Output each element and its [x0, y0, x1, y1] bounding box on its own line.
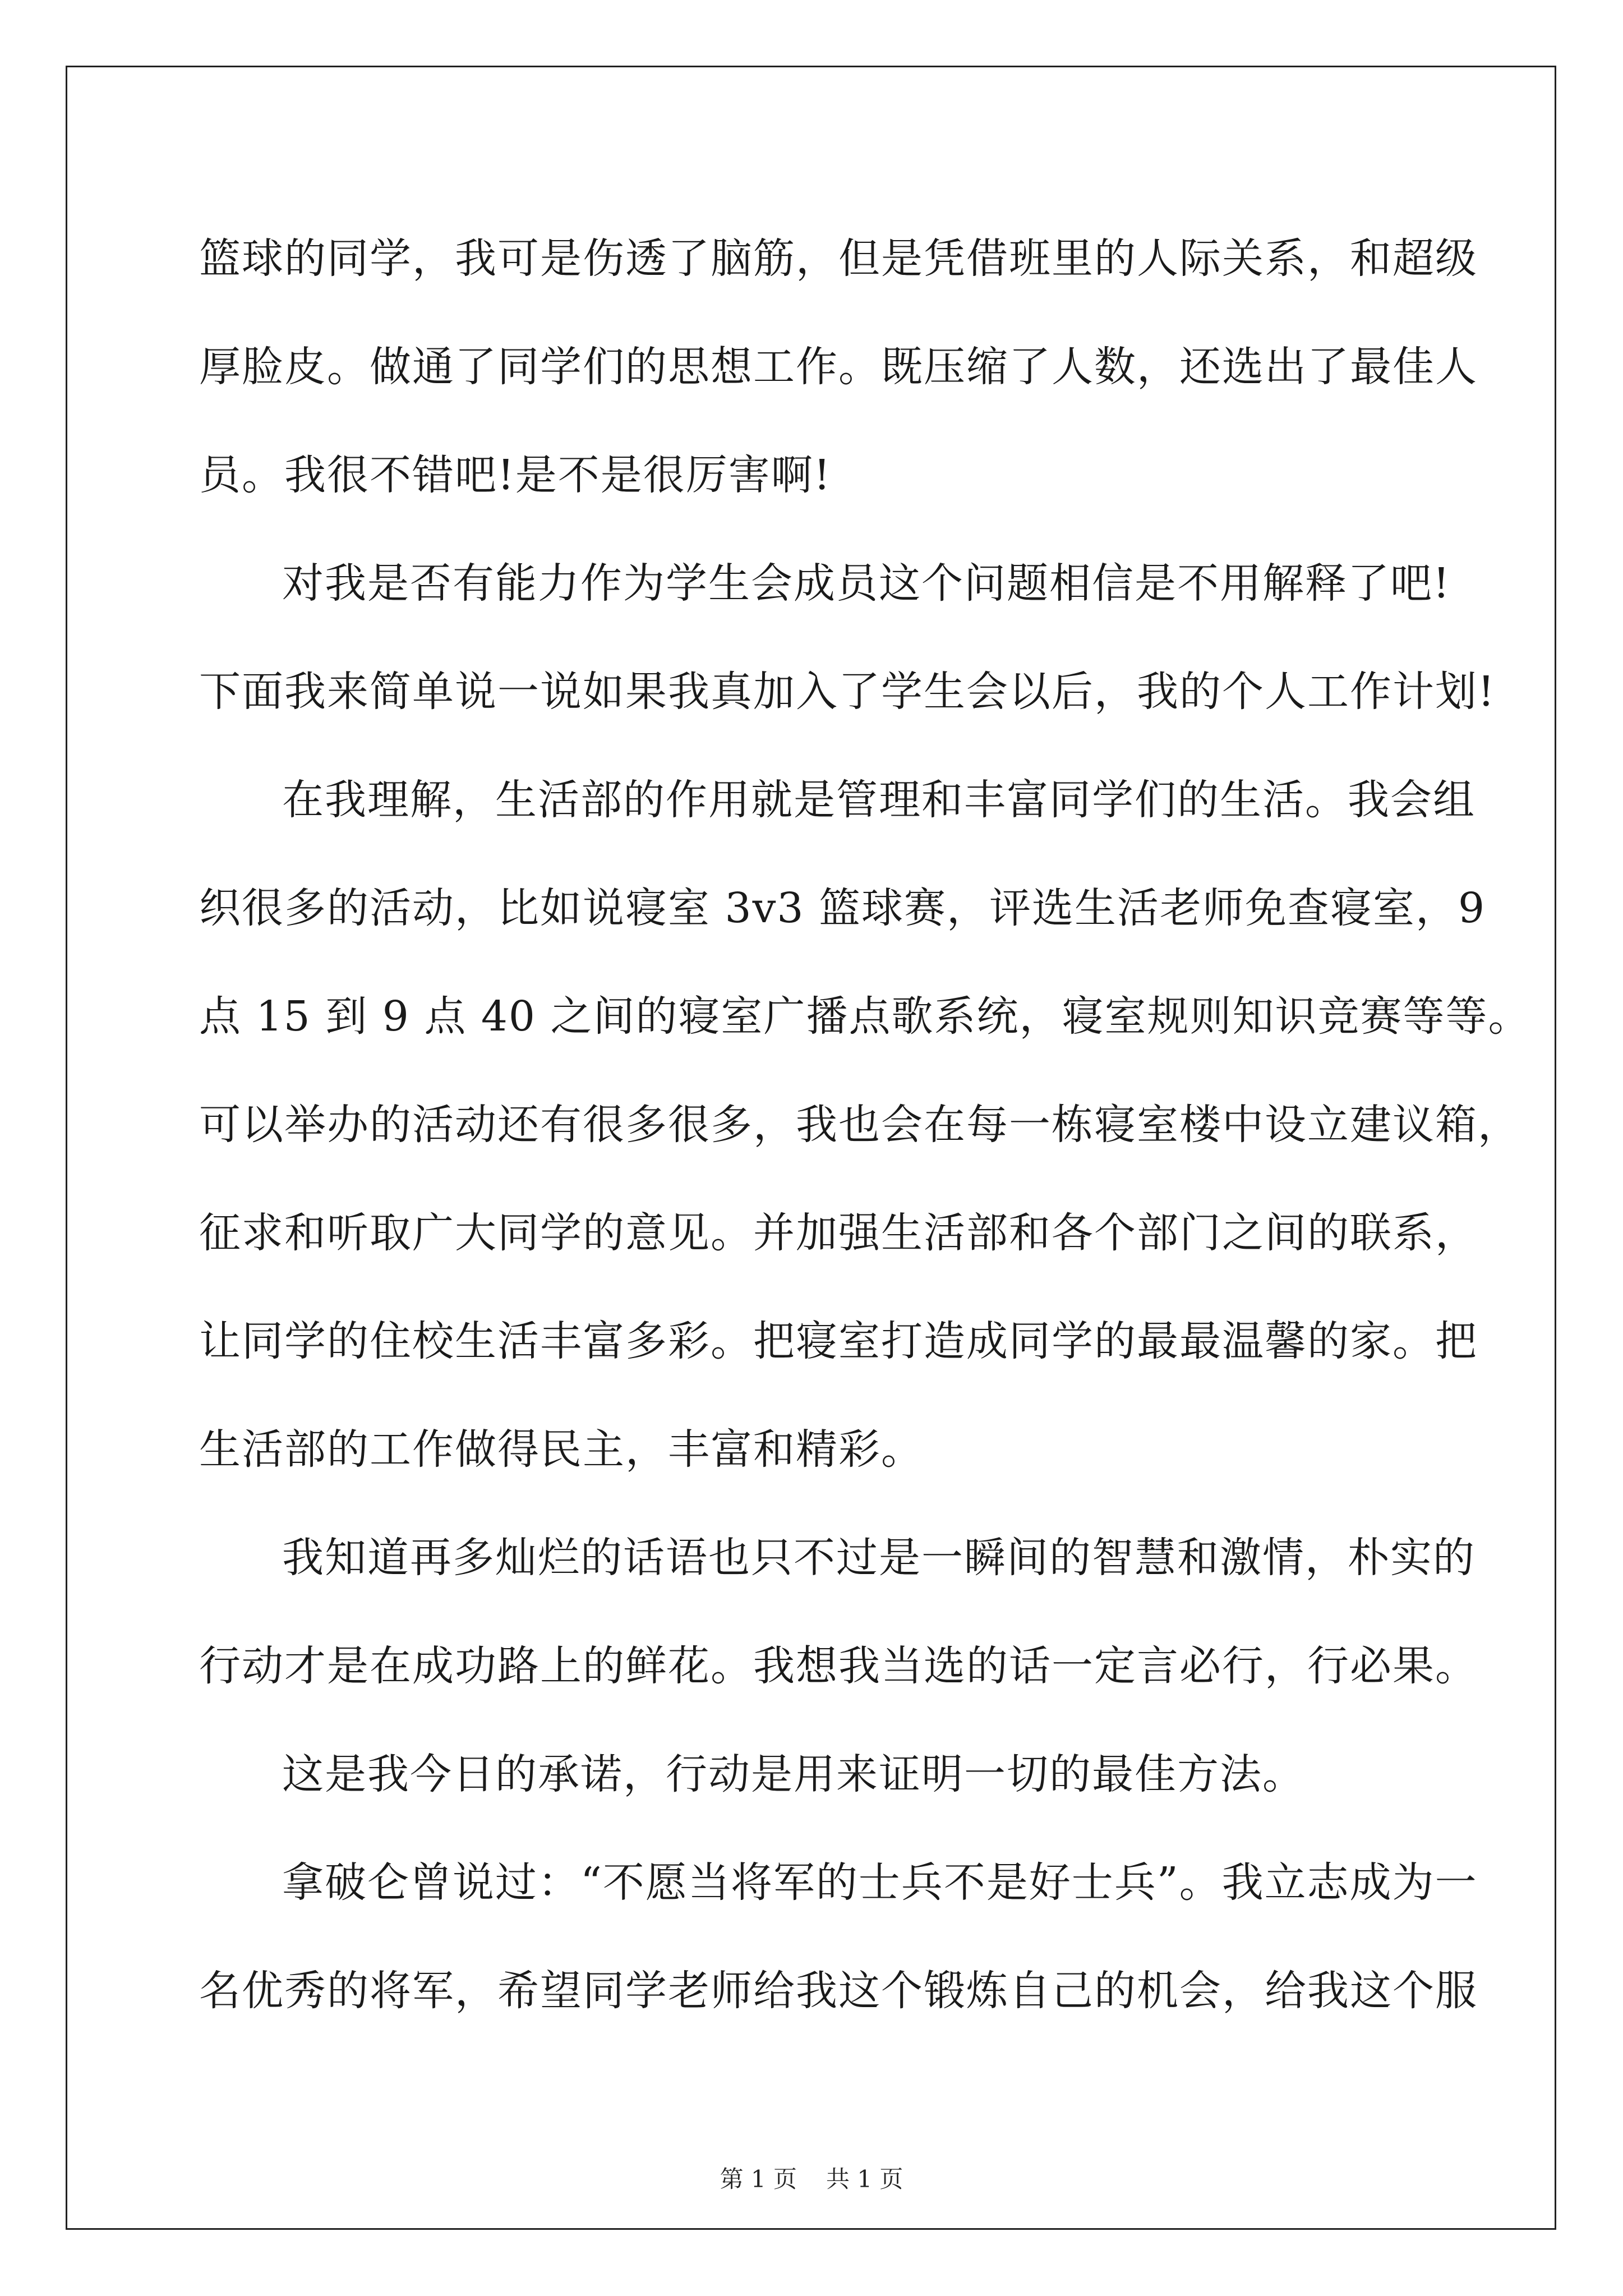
text-line-1: 篮球的同学，我可是伤透了脑筋，但是凭借班里的人际关系，和超级: [199, 234, 1478, 283]
text-line-4: 对我是否有能力作为学生会成员这个问题相信是不用解释了吧!: [282, 559, 1451, 608]
text-line-17: 名优秀的将军，希望同学老师给我这个锻炼自己的机会，给我这个服: [199, 1967, 1478, 2015]
text-line-12: 生活部的工作做得民主，丰富和精彩。: [199, 1425, 924, 1474]
text-line-2: 厚脸皮。做通了同学们的思想工作。既压缩了人数，还选出了最佳人: [199, 343, 1478, 391]
text-line-14: 行动才是在成功路上的鲜花。我想我当选的话一定言必行，行必果。: [199, 1642, 1478, 1690]
text-line-6: 在我理解，生活部的作用就是管理和丰富同学们的生活。我会组: [282, 776, 1476, 824]
text-line-16: 拿破仑曾说过：“不愿当将军的士兵不是好士兵”。我立志成为一: [282, 1858, 1478, 1907]
text-line-15: 这是我今日的承诺，行动是用来证明一切的最佳方法。: [282, 1750, 1305, 1798]
document-body: [199, 205, 1531, 2045]
text-line-10: 征求和听取广大同学的意见。并加强生活部和各个部门之间的联系，: [199, 1209, 1478, 1257]
page-total: 共 1 页: [826, 2165, 903, 2193]
page-footer: [0, 2162, 1623, 2196]
text-line-9: 可以举办的活动还有很多很多，我也会在每一栋寝室楼中设立建议箱，: [199, 1101, 1520, 1149]
text-line-5: 下面我来简单说一说如果我真加入了学生会以后，我的个人工作计划!: [199, 668, 1496, 716]
text-line-8: 点 15 到 9 点 40 之间的寝室广播点歌系统，寝室规则知识竞赛等等。: [199, 992, 1531, 1041]
text-line-11: 让同学的住校生活丰富多彩。把寝室打造成同学的最最温馨的家。把: [199, 1317, 1478, 1365]
text-line-7: 织很多的活动，比如说寝室 3v3 篮球赛，评选生活老师免查寝室，9: [199, 884, 1486, 932]
text-line-3: 员。我很不错吧!是不是很厉害啊!: [199, 451, 832, 499]
page-number: 第 1 页: [720, 2165, 797, 2193]
text-line-13: 我知道再多灿烂的话语也只不过是一瞬间的智慧和激情，朴实的: [282, 1534, 1476, 1582]
